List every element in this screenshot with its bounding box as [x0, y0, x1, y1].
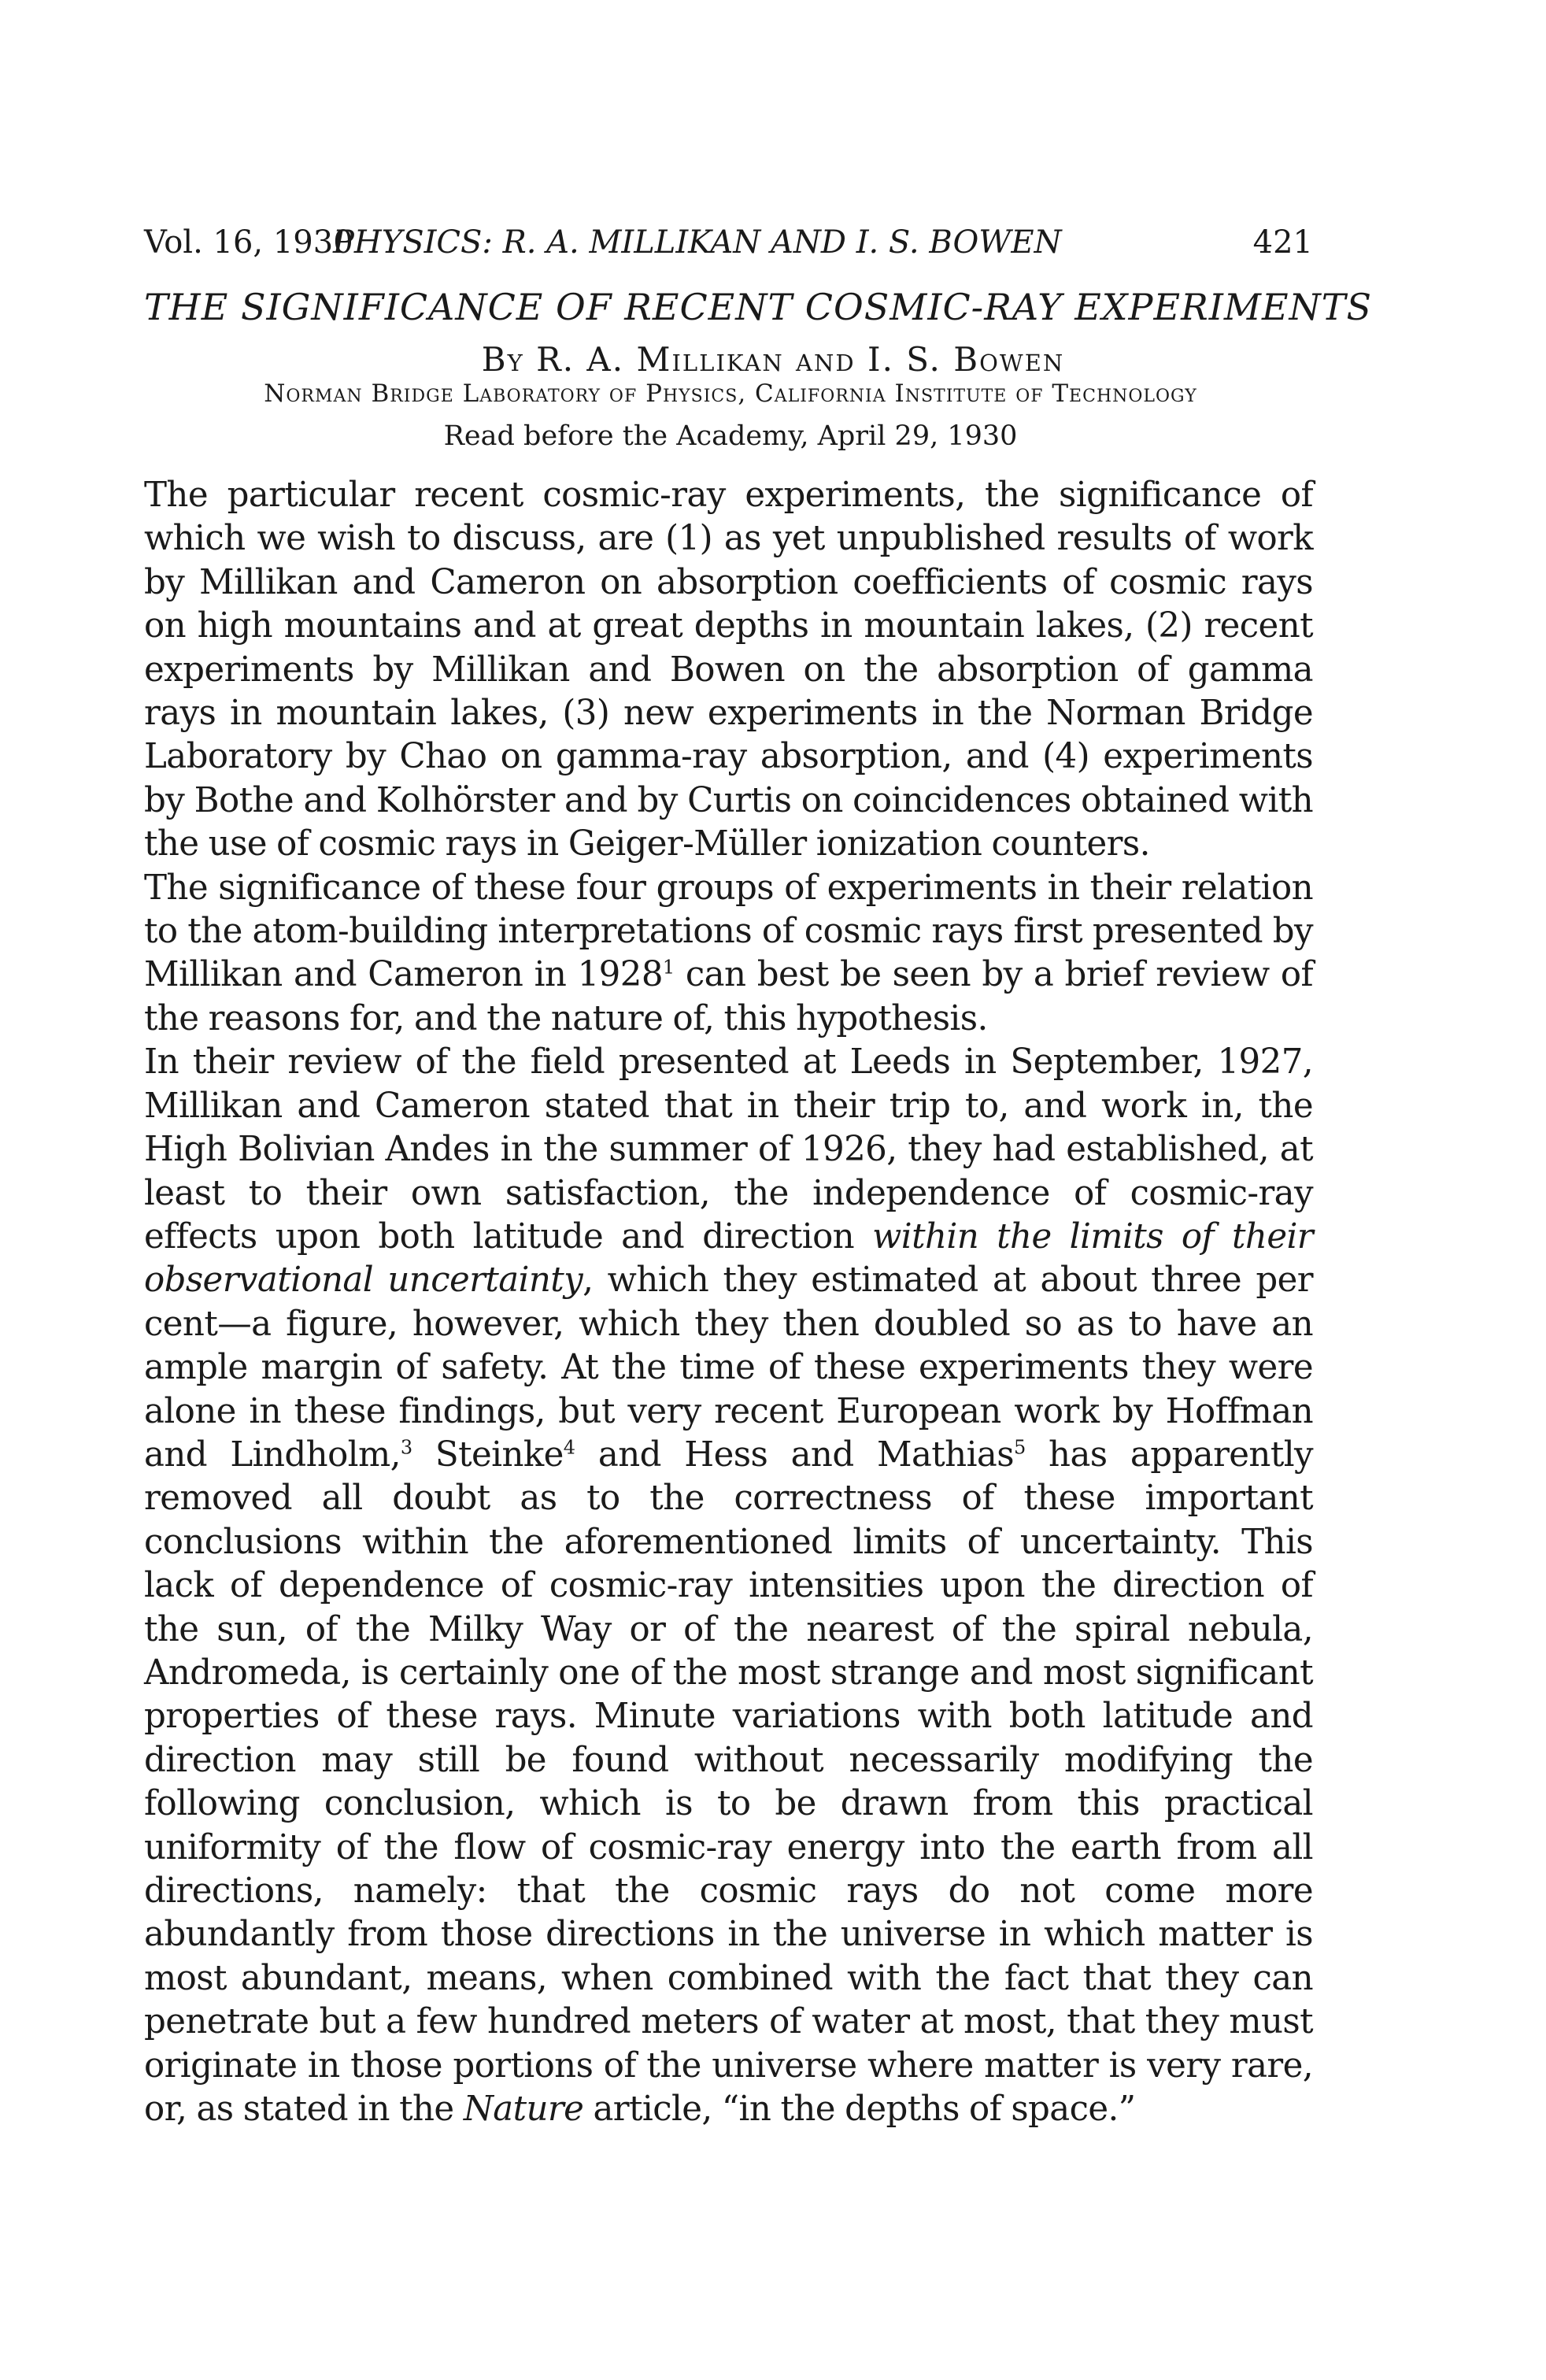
paragraph-text: article, “in the depths of space.” [583, 2089, 1136, 2130]
article-title: THE SIGNIFICANCE OF RECENT COSMIC-RAY EXPERIMENTS [144, 286, 1372, 328]
footnote-ref-5: 5 [1013, 1436, 1026, 1459]
page-number: 421 [1252, 224, 1313, 261]
footnote-ref-1: 1 [662, 956, 675, 979]
author-affiliation: Norman Bridge Laboratory of Physics, California Institute of Technology [264, 379, 1197, 408]
paragraph-1 [144, 474, 1313, 867]
paragraph-3 [144, 1041, 1313, 2131]
journal-authors-header: PHYSICS: R. A. MILLIKAN AND I. S. BOWEN [333, 224, 1062, 261]
volume-info: Vol. 16, 1930 [144, 224, 353, 261]
paragraph-text: The significance of these four groups of experiments in their relation to the atom-building interpretations of cosmic rays first presented by Millikan and Cameron in 1928 [144, 868, 1313, 995]
footnote-ref-3: 3 [400, 1436, 412, 1459]
article-body [144, 474, 1313, 2131]
paragraph-text: , which they estimated at about three per cent—a figure, however, which they then doubled so as to have an ample margin of safety. At the time of these experiments they were alone in these findings, but very recent European work by Hoffman and Lindholm, [144, 1260, 1313, 1475]
footnote-ref-4: 4 [563, 1436, 575, 1459]
paragraph-text: and Hess and Mathias [575, 1434, 1014, 1475]
paragraph-text: In their review of the field presented at Leeds in September, 1927, Millikan and Cameron stated that in their trip to, and work in, the High Bolivian Andes in the summer of 1926, they had established, at least to their own satisfaction, the independence of cosmic-ray effects upon both latitude and direction [144, 1042, 1313, 1257]
article-byline: By R. A. Millikan and I. S. Bowen [481, 340, 1065, 379]
running-head [144, 223, 1313, 262]
emphasis-text: within the limits of their observational uncertainty [144, 1216, 1314, 1301]
paragraph-text: The particular recent cosmic-ray experiments, the significance of which we wish to discuss, are (1) as yet unpublished results of work by Millikan and Cameron on absorption coefficients of cosmic rays on high mountains and at great depths in mountain lakes, (2) recent experiments by Millikan and Bowen on the absorption of gamma rays in mountain lakes, (3) new experiments in the Norman Bridge Laboratory by Chao on gamma-ray absorption, and (4) experiments by Bothe and Kolhörster and by Curtis on coincidences obtained with the use of cosmic rays in Geiger-Müller ionization counters. [144, 476, 1313, 864]
paragraph-text: can best be seen by a brief review of the reasons for, and the nature of, this hypothesis. [144, 955, 1313, 1038]
paragraph-2 [144, 867, 1313, 1042]
paragraph-text: Steinke [412, 1434, 564, 1475]
paragraph-text: has apparently removed all doubt as to the correctness of these important conclusions within the aforementioned limits of uncertainty. This lack of dependence of cosmic-ray intensities upon the direction of the sun, of the Milky Way or of the nearest of the spiral nebula, Andromeda, is certainly one of the most strange and most significant properties of these rays. Minute variations with both latitude and direction may still be found without necessarily modifying the following conclusion, which is to be drawn from this practical uniformity of the flow of cosmic-ray energy into the earth from all directions, namely: that the cosmic rays do not come more abundantly from those directions in the universe in which matter is most abundant, means, when combined with the fact that they can penetrate but a few hundred meters of water at most, that they must originate in those portions of the universe where matter is very rare, or, as stated in the [144, 1434, 1313, 2130]
journal-name-italic: Nature [463, 2089, 584, 2130]
read-before-note: Read before the Academy, April 29, 1930 [443, 420, 1018, 452]
